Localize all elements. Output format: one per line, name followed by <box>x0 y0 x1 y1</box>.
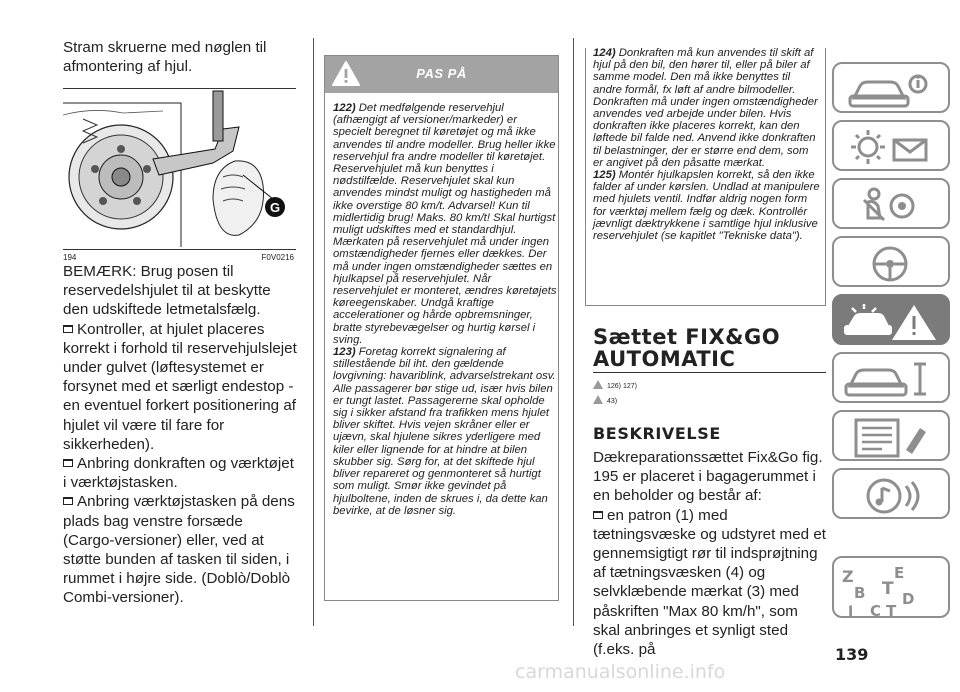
car-maintenance-icon <box>834 354 952 405</box>
figure-code: F0V0216 <box>261 253 294 262</box>
chapter-tab-dashboard[interactable] <box>832 62 950 113</box>
subsection-title: BESKRIVELSE <box>593 424 721 443</box>
column-divider <box>313 38 314 626</box>
svg-text:D: D <box>902 590 915 608</box>
lights-mail-icon <box>834 122 952 173</box>
airbag-safety-icon <box>834 180 952 231</box>
watermark: carmanualsonline.info <box>515 661 726 683</box>
chapter-tab-specifications[interactable] <box>832 410 950 461</box>
chapter-tab-multimedia[interactable] <box>832 468 950 519</box>
column-divider <box>573 38 574 626</box>
specifications-list-icon <box>834 412 952 463</box>
wheel-hub-illustration <box>63 89 296 250</box>
bullet-item: Kontroller, at hjulet placeres korrekt i forhold til reservehjulslejet under gulvet (løftesystemet er forsynet med et særligt endestop - en eventuel forkert positionering af hjulet vil være til fare for sikkerheden). <box>63 320 297 453</box>
emergency-car-icon <box>834 296 952 347</box>
chapter-tab-index[interactable] <box>832 556 950 618</box>
reference-row: 126) 127) <box>593 380 637 390</box>
intro-paragraph: Stram skruerne med nøglen til afmontering af hjul. <box>63 39 267 76</box>
warning-continued-text <box>593 47 821 242</box>
figure-number: 194 <box>63 253 77 262</box>
warning-text <box>333 102 557 517</box>
column-left-body <box>63 262 297 608</box>
svg-text:C: C <box>870 602 882 620</box>
bullet-item: Anbring værktøjstasken på dens plads bag venstre forsæde (Cargo-versioner) eller, ved at støtte bunden af tasken til siden, i rummet i højre side. (Doblò/Doblò Combi-versioner). <box>63 493 295 607</box>
alphabetical-index-icon <box>834 558 952 620</box>
steering-wheel-icon <box>834 238 952 289</box>
page-number: 139 <box>835 645 869 664</box>
car-info-icon <box>834 64 952 115</box>
bullet-square-icon <box>593 511 603 519</box>
svg-text:T: T <box>886 602 897 620</box>
chapter-tab-emergency[interactable] <box>832 294 950 345</box>
warning-item: 123) Foretag korrekt signalering af stillestående bil iht. den gældende lovgivning: havariblink, advarselstrekant osv. Alle passagerer bør stige ud, især hvis bilen er tungt lastet. Passagererne skal opholde sig i sikker afstand fra trafikken mens hjulet bliver skiftet. Hvis vejen skråner eller er ujævn, skal hjulene sikres yderligere med kiler eller lignende for at hindre at bilen skubber sig. Sørg for, at det skiftede hjul bliver repareret og genmonteret så hurtigt som muligt. Smør ikke gevindet på hjulboltene, inden de skrues i, da dette kan bevirke, at de løsner sig. <box>333 346 556 517</box>
warning-item: 124) Donkraften må kun anvendes til skift af hjul på den bil, den hører til, eller på biler af samme model. Den må ikke benyttes til andre formål, fx løft af andre bilmodeller. Donkraften må under ingen omstændigheder anvendes ved arbejde under bilen. Hvis donkraften ikke placeres korrekt, kan den løftede bil falde ned. Anvend ikke donkraften til belastninger, der er større end dem, som er angivet på den påsatte mærkat. <box>593 47 818 169</box>
bullet-square-icon <box>63 459 73 467</box>
bullet-item: en patron (1) med tætningsvæske og udstyret med et gennemsigtigt rør til indsprøjtning af tætningsvæsken (4) og selvklæbende mærkat (3) med påskriften "Max 80 km/h", som skal anbringes et synligt sted (f.eks. på <box>593 506 826 659</box>
bullet-item: Anbring donkraften og værktøjet i værktøjstasken. <box>63 455 294 492</box>
note-paragraph: BEMÆRK: Brug posen til reservedelshjulet til at beskytte den udskiftede letmetalsfælg. <box>63 263 271 319</box>
chapter-tab-lights[interactable] <box>832 120 950 171</box>
section-body <box>593 448 827 659</box>
warning-item: 122) Det medfølgende reservehjul (afhængigt af versioner/markeder) er specielt beregnet til køretøjet og må ikke anvendes til andre modeller. Brug heller ikke reservehjul fra andre modeller til køretøjet. Reservehjulet må kun benyttes i nødstilfælde. Reservehjulet skal kun anvendes mindst muligt og hastigheden må ikke overstige 80 km/t. Advarsel! Kun til midlertidig brug! Maks. 80 km/t! Skal hurtigst muligt udskiftes med et standardhjul. Mærkaten på reservehjulet må under ingen omstændigheder fjernes eller dækkes. Der må under ingen omstændigheder sættes en hjulkapsel på reservehjulet. Når reservehjulet er monteret, ændres køretøjets køreegenskaber. Undgå kraftige accelerationer og hårde opbremsninger, bratte styrebevægelser og hurtig kørsel i sving. <box>333 102 557 346</box>
chapter-tab-maintenance[interactable] <box>832 352 950 403</box>
chapter-tab-starting[interactable] <box>832 236 950 287</box>
figure-caption <box>63 253 296 262</box>
figure-wheel-removal <box>63 88 296 250</box>
warning-header <box>325 56 558 93</box>
attention-triangle-icon <box>593 395 603 404</box>
warning-triangle-icon <box>593 380 603 389</box>
warning-item: 125) Montér hjulkapslen korrekt, så den ikke falder af under kørslen. Undlad at manipulere med hjulets ventil. Indfør aldrig nogen form for værktøj mellem fælg og dæk. Kontrollér jævnligt dæktrykkene i samtlige hjul inklusive reservehjulet (se kapitlet "Tekniske data"). <box>593 169 820 243</box>
svg-text:B: B <box>854 584 866 602</box>
warning-box <box>324 55 559 601</box>
multimedia-icon <box>834 470 952 521</box>
column-left <box>63 38 295 76</box>
svg-text:I: I <box>848 604 854 620</box>
svg-text:Z: Z <box>842 567 854 586</box>
figure-callout-label: G <box>269 200 281 215</box>
body-paragraph: Dækreparationssættet Fix&Go fig. 195 er placeret i bagagerummet i en beholder og består af: <box>593 449 823 505</box>
bullet-square-icon <box>63 325 73 333</box>
svg-text:T: T <box>882 579 894 599</box>
svg-text:E: E <box>894 564 905 582</box>
chapter-tab-safety[interactable] <box>832 178 950 229</box>
section-title-rule <box>593 372 826 373</box>
section-title: Sættet FIX&GO AUTOMATIC <box>593 325 781 371</box>
warning-title: PAS PÅ <box>416 66 467 81</box>
reference-row: 43) <box>593 395 617 405</box>
bullet-square-icon <box>63 497 73 505</box>
